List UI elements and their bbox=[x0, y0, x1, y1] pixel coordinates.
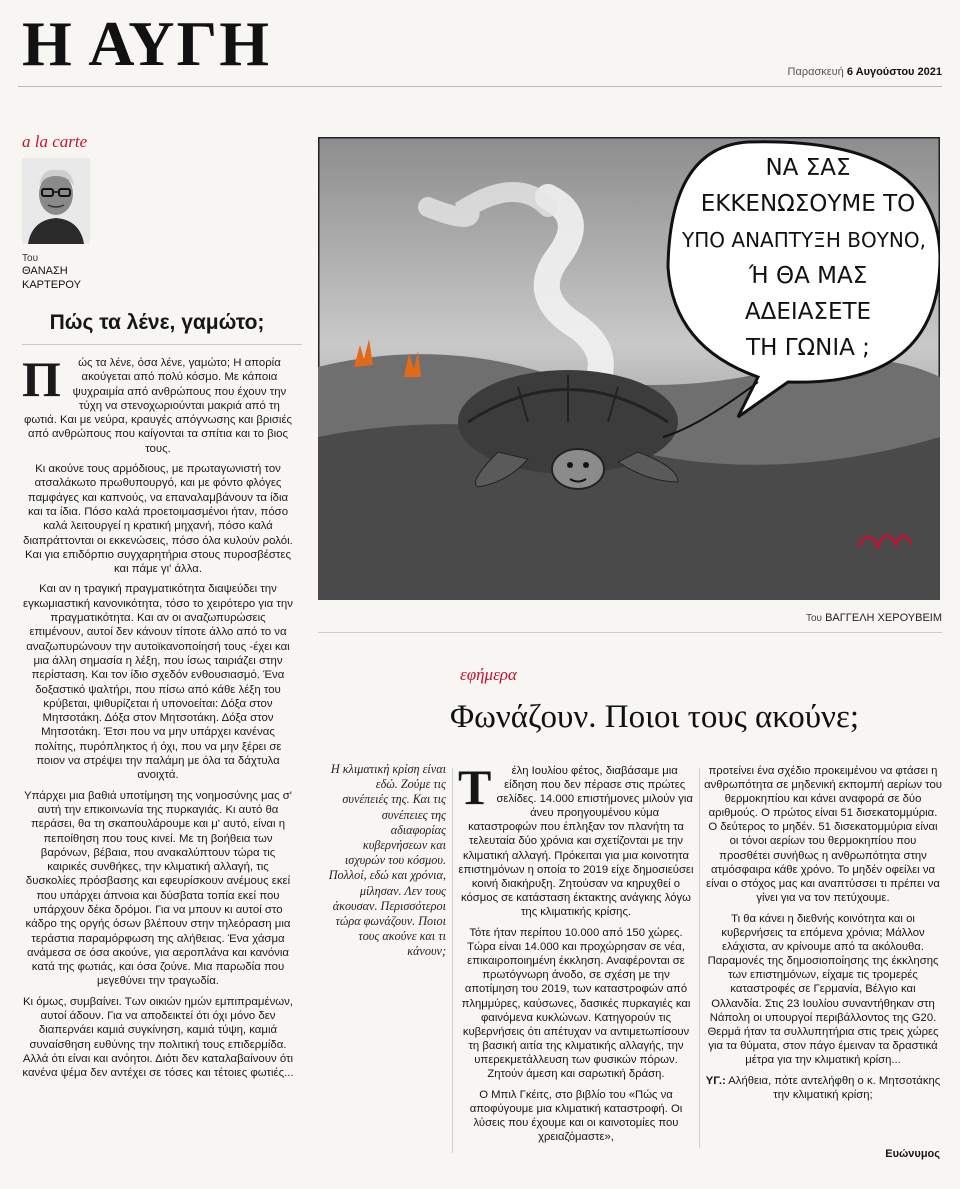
column-paragraph: Υπάρχει μια βαθιά υποτίμηση της νοημοσύνης μας σ' αυτή την επικοινωνία της πυρκαγιάς. Κι αυτό θα περάσει, θα τη σκαπουλάρουμε και μ' αυτό, είναι η πεποίθηση που τους κινεί. Με τη βοήθεια των βαρόνων, βέβαια, που ανακαλύπτουν τώρα τις καιρικές συνθήκες, την κλιματική αλλαγή, τις δυσκολίες πρόσβασης και εφευρίσκουν ανέμους εκεί που υπάρχει άπνοια και δύσβατα τοπία εκεί που υπάρχουν δέκα δρόμοι. Για να μπουν κι αυτοί στο κάδρο της οργής όσων βλέπουν στην τηλεόραση μια τεράστια παραμόρφωση της αλήθειας. Ένα χάσμα ανάμεσα σε όσα ακούνε, για αεροπλάνα και κανόνια κατά της φωτιάς, και όσα ζούνε. Μια παρωδία που μεγεθύνει την τραγωδία. bbox=[24, 789, 292, 988]
editorial-paragraph: Τότε ήταν περίπου 10.000 από 150 χώρες. Τώρα είναι 14.000 και προχώρησαν σε νέα, επικαιροποιημένη έκκληση. Αναφέρονται σε πρωτόγνωρη άνοδο, σε σχέση με την αποτίμηση του 2019, των καταστροφών από πλημμύρες, καύσωνες, δασικές πυρκαγιές και φαινόμενα κυκλώνων. Κατηγορούν τις κυβερνήσεις ότι απέτυχαν να αντιμετωπίσουν τη βασική αιτία της κλιματικής αλλαγής, την υπερεκμετάλλευση των φυσικών πόρων. Ζητούν άμεση και σαρωτική δράση. bbox=[461, 927, 691, 1080]
cartoon-drawing bbox=[318, 137, 940, 600]
column-title: Πώς τα λένε, γαμώτο; bbox=[49, 311, 265, 334]
editorial-kicker: εφήμερα bbox=[460, 665, 517, 684]
editorial-column-2 bbox=[704, 764, 942, 1109]
postscript-text: Αλήθεια, πότε αντελήφθη ο κ. Μητσοτάκης την κλιματική κρίση; bbox=[728, 1074, 941, 1102]
column-lead-paragraph bbox=[22, 351, 294, 456]
editorial-lead-text: έλη Ιουλίου φέτος, διαβάσαμε μια είδηση που δεν πέρασε στις πρώτες σελίδες. 14.000 επιστήμονες μιλούν για άνευ προηγουμένου κύμα καταστροφών που έπληξαν τον πλανήτη τα τελευταία δύο χρόνια και σχετίζονται με την κλιματική αλλαγή. Πρόκειται για μια κοινοτητα επιστημόνων η οποία το 2019 είχε δημοσιεύσει κοινή διακήρυξη. Ζητούσαν να κηρυχθεί ο κόσμος σε κατάσταση έκτακτης ανάγκης λόγω της κλιματικής κρίσης. bbox=[458, 765, 694, 918]
editorial-column-1 bbox=[458, 759, 694, 1151]
speech-line: ΥΠΟ ΑΝΑΠΤΥΞΗ ΒΟΥΝΟ, bbox=[682, 228, 926, 252]
editorial-postscript bbox=[704, 1074, 942, 1102]
column-paragraph: Κι ακούνε τους αρμόδιους, με πρωταγωνιστή τον ατσαλάκωτο πρωθυπουργό, και με φόντο φλόγες παμφάγες και καπνούς, να επαναλαμβάνουν τα ίδια και τα ίδια. Πόσο καλά προετοιμασμένοι ήταν, πόσο καλά λειτουργεί η κρατική μηχανή, πόσο καλά διαπράττονται οι εκκενώσεις, πόσο όλα κυλούν ρολόι. Και για επιδόρπιο συγχαρητήρια στους πυροσβέστες και πάμε γι' άλλα. bbox=[23, 463, 293, 576]
author-last-name: ΚΑΡΤΕΡΟΥ bbox=[22, 279, 81, 291]
column-body bbox=[22, 351, 294, 1087]
section-rule bbox=[318, 632, 942, 633]
editorial-signature: Ευώνυμος bbox=[885, 1148, 940, 1160]
editorial-paragraph: προτείνει ένα σχέδιο προκειμένου να φτάσει η ανθρωπότητα σε μηδενική εκπομπή αερίων του θερμοκηπίου και κάνει αναφορά σε δύο αριθμούς. Ο πρώτος είναι 51 δισεκατομμύρια. Ο δεύτερος το μηδέν. 51 δισεκατομμύρια είναι οι τόνοι αερίων του θερμοκηπίου που προσθέτει συνήθως η ανθρωπότητα στην ατμόσφαιρα κάθε χρόνο. Το μηδέν οφείλει να είναι ο στόχος μας και αναπτύσσει τι πρέπει να γίνει για να τον πετύχουμε. bbox=[704, 765, 942, 904]
speech-line: ΕΚΚΕΝΩΣΟΥΜΕ ΤΟ bbox=[700, 191, 916, 217]
speech-line: Ή ΘΑ ΜΑΣ bbox=[748, 263, 868, 289]
editorial-lead-paragraph bbox=[458, 759, 694, 919]
cartoon-credit bbox=[806, 612, 942, 624]
column-paragraph: Κι όμως, συμβαίνει. Των οικιών ημών εμπιπραμένων, αυτοί άδουν. Για να αποδεικτεί ότι όχι μόνο δεν διαπερνάει καμιά συγκίνηση, καμιά τύψη, καμιά συναίσθηση ευθύνης την πολιτική τους επιδερμίδα. Αλλά ότι είναι και ανόητοι. Διότι δεν καταλαβαίνουν ότι κανένα ψέμα δεν αντέχει σε τόσες και τέτοιες φωτιές... bbox=[22, 995, 294, 1080]
cartoon-credit-prefix: Του bbox=[805, 613, 823, 624]
column-divider bbox=[452, 768, 453, 1153]
date: 6 Αυγούστου 2021 bbox=[846, 66, 942, 78]
column-kicker: a la carte bbox=[22, 132, 88, 151]
author-name bbox=[22, 264, 81, 292]
masthead: Η ΑΥΓΗ bbox=[22, 8, 271, 79]
speech-line: ΑΔΕΙΑΣΕΤΕ bbox=[744, 299, 872, 325]
column-paragraph: Και αν η τραγική πραγματικότητα διαψεύδει την εγκωμιαστική κανονικότητα, τόσο το χειρότερο για την πραγματικότητα. Και αν οι αναζωπυρώσεις επιμένουν, αυτοί δεν κάνουν τίποτε άλλο από το να αναζωπυρώνουν την αυτοϊκανοποίησή τους -έχει και μια άλλη σημασία η λέξη, που ίσως ταιριάζει στην περίσταση. Και τον ίδιο σχεδόν ενθουσιασμό. Ένα δοξαστικό ψαλτήρι, που πίσω από κάθε λέξη του κρύβεται, ψιθυρίζεται ή υπονοείται: Δόξα στον Μητσοτάκη. Δόξα στον Μητσοτάκη. Δόξα στον Μητσοτάκη. Έτσι που να μην υπάρχει κανένας πολίτης, πυρόπληκτος ή όχι, που να μην ξέρει σε ποιον να στρέψει την παλάμη με όλα τα δάχτυλα ανοιχτά. bbox=[23, 583, 293, 782]
pull-quote: Η κλιματική κρίση είναι εδώ. Ζούμε τις συνέπειές της. Και τις συνέπειες της αδιαφορίας κυβερνήσεων και ισχυρών του κόσμου. Πολλοί, εδώ και χρόνια, μίλησαν. Λεν τους άκουσαν. Περισσότεροι τώρα φωνάζουν. Ποιοι τους ακούνε και τι κάνουν; bbox=[328, 762, 446, 959]
column-divider bbox=[699, 768, 700, 1148]
cartoon bbox=[318, 137, 940, 600]
top-rule bbox=[18, 86, 942, 87]
byline-prefix: Του bbox=[22, 253, 39, 264]
column-rule bbox=[22, 344, 302, 345]
speech-line: ΝΑ ΣΑΣ bbox=[765, 155, 851, 181]
speech-line: ΤΗ ΓΩΝΙΑ ; bbox=[746, 335, 870, 361]
editorial-title: Φωνάζουν. Ποιοι τους ακούνε; bbox=[450, 699, 859, 735]
editorial-paragraph: Ο Μπιλ Γκέιτς, στο βιβλίο του «Πώς να αποφύγουμε μια κλιματική καταστροφή. Οι λύσεις που έχουμε και οι καινοτομίες που χρειαζόμαστε», bbox=[469, 1089, 683, 1144]
postscript-label: ΥΓ.: bbox=[705, 1074, 726, 1087]
editorial-dropcap: Τ bbox=[458, 759, 492, 815]
cartoonist-name: ΒΑΓΓΕΛΗ ΧΕΡΟΥΒΕΙΜ bbox=[825, 612, 942, 624]
column-dropcap: Π bbox=[22, 351, 61, 407]
editorial-paragraph: Τι θα κάνει η διεθνής κοινότητα και οι κυβερνήσεις τα επόμενα χρόνια; Μάλλον ελάχιστα, αν κρίνουμε από τα ακόλουθα. Παραμονές της δημοσιοποίησης της έκκλησης των επιστημόνων, είχαμε τις τρομερές καταστροφές σε Γερμανία, Βέλγιο και Ολλανδία. Στις 23 Ιουλίου συναντήθηκαν στη Νάπολη οι υπουργοί περιβάλλοντος της G20. Θερμά ήταν τα συλλυπητήρια στις τρεις χώρες για τα θύματα, στον πάγο έμειναν τα δραστικά μέτρα για την κλιματική κρίση... bbox=[707, 912, 939, 1066]
weekday: Παρασκευή bbox=[787, 66, 844, 78]
dateline bbox=[788, 66, 942, 78]
author-first-name: ΘΑΝΑΣΗ bbox=[22, 265, 68, 277]
column-lead-text: ώς τα λένε, όσα λένε, γαμώτο; Η απορία ακούγεται από πολύ κόσμο. Με κάποια ψυχραιμία από ανθρώπους που έχουν την τύχη να στενοχωριούνται μακριά από τη φωτιά. Και με νεύρα, κραυγές απόγνωσης και βρισιές από ανθρώπους που καίγονται τα σπίτια και το βιος τους. bbox=[23, 357, 293, 455]
author-photo bbox=[22, 158, 90, 244]
